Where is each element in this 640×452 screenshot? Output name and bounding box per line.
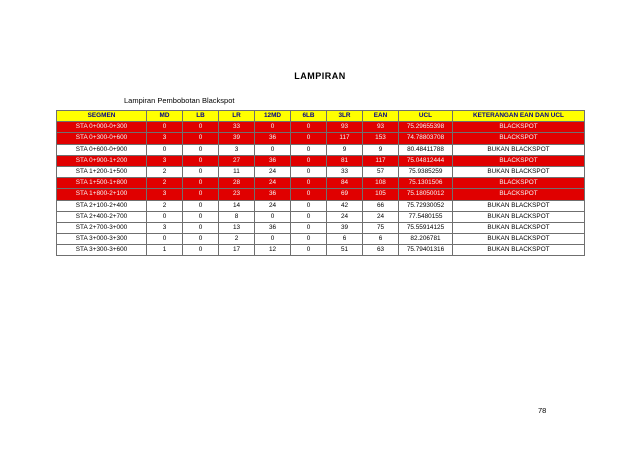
cell-keterangan: BUKAN BLACKSPOT (453, 200, 585, 211)
cell-lb: 0 (183, 234, 219, 245)
cell-segmen: STA 1+200-1+500 (57, 166, 147, 177)
cell-ean: 93 (363, 122, 399, 133)
cell-md: 0 (147, 122, 183, 133)
cell-lb: 0 (183, 133, 219, 144)
cell-3lr: 9 (327, 144, 363, 155)
page-title: LAMPIRAN (294, 71, 346, 81)
cell-keterangan: BLACKSPOT (453, 155, 585, 166)
cell-lr: 28 (219, 178, 255, 189)
cell-md: 0 (147, 211, 183, 222)
cell-6lb: 0 (291, 155, 327, 166)
cell-lb: 0 (183, 155, 219, 166)
cell-ucl: 75.1301506 (399, 178, 453, 189)
cell-12md: 24 (255, 166, 291, 177)
cell-keterangan: BUKAN BLACKSPOT (453, 166, 585, 177)
cell-ucl: 75.9385259 (399, 166, 453, 177)
cell-lb: 0 (183, 178, 219, 189)
cell-lr: 23 (219, 189, 255, 200)
cell-6lb: 0 (291, 211, 327, 222)
cell-6lb: 0 (291, 178, 327, 189)
cell-md: 1 (147, 245, 183, 256)
cell-segmen: STA 0+000-0+300 (57, 122, 147, 133)
cell-segmen: STA 1+500-1+800 (57, 178, 147, 189)
cell-ucl: 75.18050012 (399, 189, 453, 200)
cell-lr: 27 (219, 155, 255, 166)
column-header-keterangan: KETERANGAN EAN DAN UCL (453, 111, 585, 122)
cell-12md: 0 (255, 211, 291, 222)
table-row (57, 222, 585, 233)
cell-6lb: 0 (291, 234, 327, 245)
cell-md: 0 (147, 144, 183, 155)
cell-12md: 36 (255, 155, 291, 166)
column-header-3lr: 3LR (327, 111, 363, 122)
cell-lb: 0 (183, 222, 219, 233)
cell-lr: 17 (219, 245, 255, 256)
table-row (57, 133, 585, 144)
cell-lr: 2 (219, 234, 255, 245)
cell-lb: 0 (183, 211, 219, 222)
cell-lr: 8 (219, 211, 255, 222)
table-caption: Lampiran Pembobotan Blackspot (124, 96, 235, 105)
cell-md: 2 (147, 166, 183, 177)
cell-6lb: 0 (291, 189, 327, 200)
cell-lb: 0 (183, 122, 219, 133)
cell-ean: 57 (363, 166, 399, 177)
cell-12md: 36 (255, 133, 291, 144)
cell-12md: 0 (255, 234, 291, 245)
table-row (57, 211, 585, 222)
cell-6lb: 0 (291, 144, 327, 155)
cell-segmen: STA 0+600-0+900 (57, 144, 147, 155)
cell-3lr: 84 (327, 178, 363, 189)
cell-lr: 39 (219, 133, 255, 144)
cell-ucl: 75.72930052 (399, 200, 453, 211)
cell-segmen: STA 1+800-2+100 (57, 189, 147, 200)
table-row (57, 166, 585, 177)
column-header-lr: LR (219, 111, 255, 122)
blackspot-weighting-table (56, 110, 585, 256)
table-row (57, 245, 585, 256)
cell-segmen: STA 0+900-1+200 (57, 155, 147, 166)
cell-12md: 0 (255, 122, 291, 133)
cell-lb: 0 (183, 200, 219, 211)
cell-3lr: 93 (327, 122, 363, 133)
cell-ucl: 75.79401316 (399, 245, 453, 256)
table-row (57, 200, 585, 211)
cell-ean: 117 (363, 155, 399, 166)
cell-lr: 13 (219, 222, 255, 233)
table-row (57, 122, 585, 133)
cell-md: 3 (147, 155, 183, 166)
cell-12md: 0 (255, 144, 291, 155)
cell-segmen: STA 3+300-3+600 (57, 245, 147, 256)
cell-lr: 14 (219, 200, 255, 211)
cell-ean: 108 (363, 178, 399, 189)
cell-3lr: 117 (327, 133, 363, 144)
cell-ean: 24 (363, 211, 399, 222)
cell-lb: 0 (183, 144, 219, 155)
cell-12md: 12 (255, 245, 291, 256)
cell-6lb: 0 (291, 122, 327, 133)
cell-lb: 0 (183, 166, 219, 177)
cell-lb: 0 (183, 245, 219, 256)
cell-ean: 6 (363, 234, 399, 245)
cell-md: 3 (147, 222, 183, 233)
cell-keterangan: BUKAN BLACKSPOT (453, 234, 585, 245)
cell-ucl: 77.5480155 (399, 211, 453, 222)
cell-ucl: 75.29655398 (399, 122, 453, 133)
cell-ean: 9 (363, 144, 399, 155)
column-header-ean: EAN (363, 111, 399, 122)
cell-segmen: STA 2+100-2+400 (57, 200, 147, 211)
cell-md: 3 (147, 189, 183, 200)
table-body (57, 122, 585, 256)
cell-ean: 63 (363, 245, 399, 256)
cell-segmen: STA 2+700-3+000 (57, 222, 147, 233)
cell-ucl: 74.78803708 (399, 133, 453, 144)
cell-md: 3 (147, 133, 183, 144)
column-header-segmen: SEGMEN (57, 111, 147, 122)
cell-3lr: 33 (327, 166, 363, 177)
column-header-6lb: 6LB (291, 111, 327, 122)
cell-12md: 36 (255, 222, 291, 233)
column-header-ucl: UCL (399, 111, 453, 122)
cell-segmen: STA 0+300-0+600 (57, 133, 147, 144)
cell-ucl: 80.48411788 (399, 144, 453, 155)
cell-3lr: 51 (327, 245, 363, 256)
cell-6lb: 0 (291, 133, 327, 144)
cell-keterangan: BLACKSPOT (453, 122, 585, 133)
cell-keterangan: BLACKSPOT (453, 189, 585, 200)
cell-md: 2 (147, 200, 183, 211)
cell-keterangan: BLACKSPOT (453, 178, 585, 189)
column-header-lb: LB (183, 111, 219, 122)
cell-12md: 24 (255, 200, 291, 211)
cell-keterangan: BUKAN BLACKSPOT (453, 211, 585, 222)
table-row (57, 155, 585, 166)
table-row (57, 144, 585, 155)
cell-segmen: STA 3+000-3+300 (57, 234, 147, 245)
cell-md: 0 (147, 234, 183, 245)
table-row (57, 189, 585, 200)
table-header-row (57, 111, 585, 122)
cell-keterangan: BUKAN BLACKSPOT (453, 222, 585, 233)
cell-ean: 153 (363, 133, 399, 144)
cell-6lb: 0 (291, 245, 327, 256)
cell-lr: 11 (219, 166, 255, 177)
page-number: 78 (538, 406, 547, 415)
cell-ean: 75 (363, 222, 399, 233)
cell-3lr: 6 (327, 234, 363, 245)
cell-6lb: 0 (291, 166, 327, 177)
table-row (57, 178, 585, 189)
cell-12md: 36 (255, 189, 291, 200)
cell-ucl: 82.206781 (399, 234, 453, 245)
cell-lb: 0 (183, 189, 219, 200)
cell-md: 2 (147, 178, 183, 189)
cell-ean: 105 (363, 189, 399, 200)
cell-keterangan: BUKAN BLACKSPOT (453, 144, 585, 155)
cell-keterangan: BUKAN BLACKSPOT (453, 245, 585, 256)
cell-lr: 33 (219, 122, 255, 133)
cell-segmen: STA 2+400-2+700 (57, 211, 147, 222)
cell-6lb: 0 (291, 200, 327, 211)
column-header-12md: 12MD (255, 111, 291, 122)
cell-lr: 3 (219, 144, 255, 155)
cell-3lr: 39 (327, 222, 363, 233)
column-header-md: MD (147, 111, 183, 122)
cell-keterangan: BLACKSPOT (453, 133, 585, 144)
cell-ean: 66 (363, 200, 399, 211)
cell-3lr: 42 (327, 200, 363, 211)
cell-3lr: 24 (327, 211, 363, 222)
cell-6lb: 0 (291, 222, 327, 233)
cell-3lr: 81 (327, 155, 363, 166)
cell-12md: 24 (255, 178, 291, 189)
cell-ucl: 75.55914125 (399, 222, 453, 233)
table-row (57, 234, 585, 245)
cell-ucl: 75.04812444 (399, 155, 453, 166)
cell-3lr: 69 (327, 189, 363, 200)
